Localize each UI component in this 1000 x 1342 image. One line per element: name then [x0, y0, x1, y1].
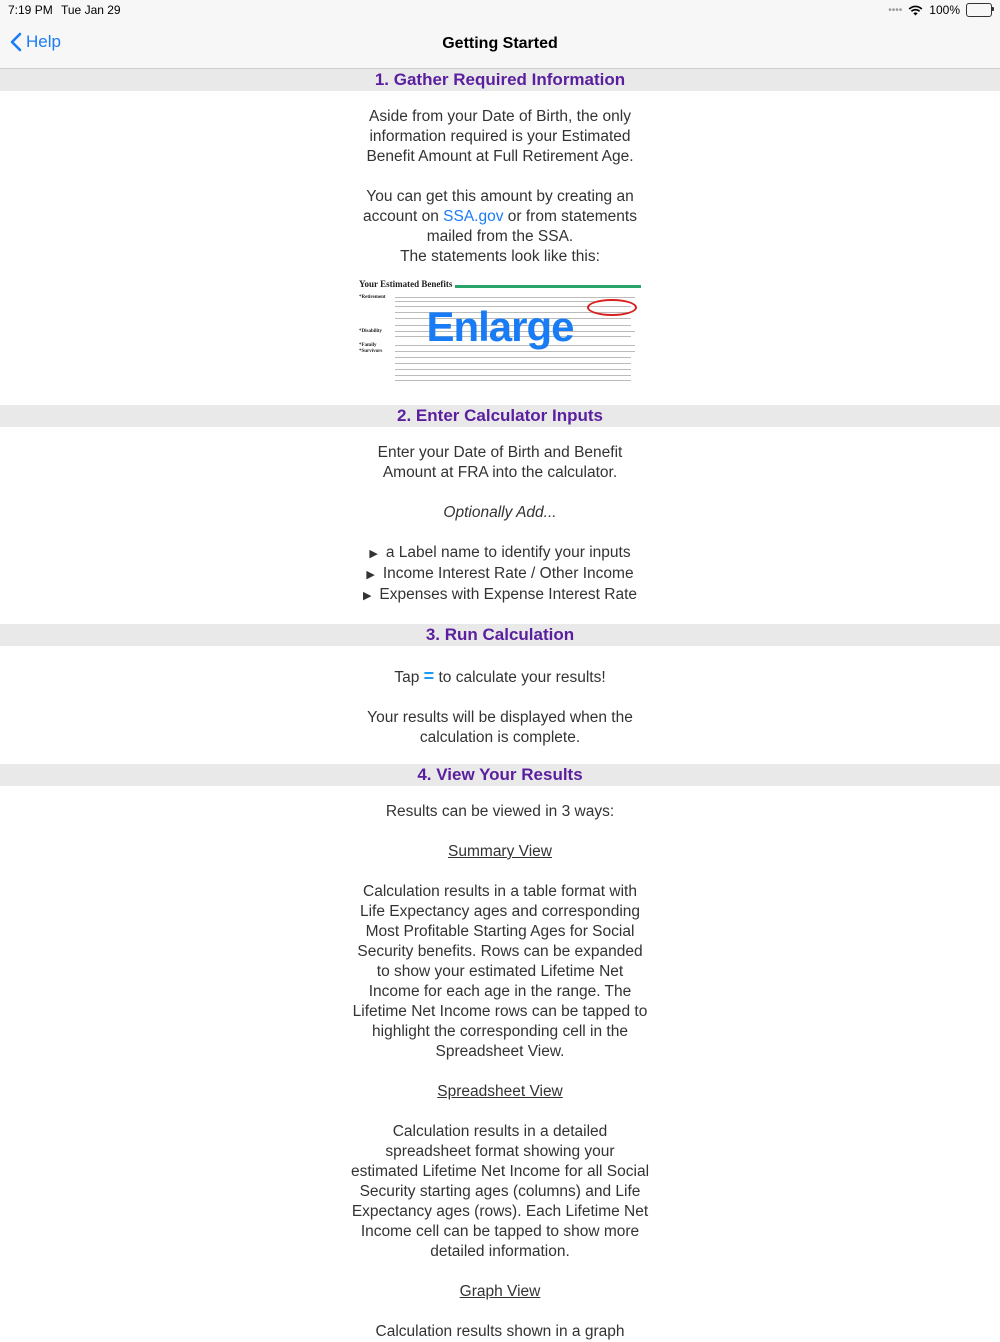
optional-inputs-list [340, 543, 660, 606]
statement-line [395, 363, 631, 364]
ssa-gov-link[interactable]: SSA.gov [443, 208, 504, 225]
graph-view-description: Calculation results shown in a graph [375, 1323, 625, 1340]
bullet-triangle-icon: ▶ [369, 548, 378, 560]
statement-image[interactable] [357, 279, 643, 385]
gather-p2-text-end: or from statements mailed from the SSA. [426, 208, 637, 245]
summary-view-description: Calculation results in a table format with Life Expectancy ages and corresponding Most Profitable Starting Ages for Social Security benefits. Rows can be expanded to show your estimated Lifetime Net Income for each age in the range. The Lifetime Net Income rows can be tapped to highlight the corresponding cell in the Spreadsheet View. [352, 883, 648, 1060]
statement-title: Your Estimated Benefits [359, 279, 453, 289]
statement-line [395, 357, 631, 358]
content-scroll[interactable] [0, 69, 1000, 1342]
battery-icon [966, 3, 992, 17]
list-item [340, 585, 660, 606]
gather-paragraph-1: Aside from your Date of Birth, the only information required is your Estimated Benefit Amount at Full Retirement Age. [366, 108, 634, 165]
list-item [340, 543, 660, 564]
gather-p2-text-start: You can get this amount by creating an account on [363, 188, 634, 225]
statement-label-survivors: *Survivors [359, 349, 383, 354]
page-title: Getting Started [442, 35, 558, 52]
optionally-add-text: Optionally Add... [443, 504, 557, 521]
list-item-label: Expenses with Expense Interest Rate [379, 586, 638, 603]
statement-line [395, 380, 631, 381]
status-bar [0, 0, 1000, 22]
tap-to-calculate-text [345, 666, 655, 688]
list-item-label: Income Interest Rate / Other Income [382, 565, 634, 582]
navigation-bar [0, 22, 1000, 69]
enlarge-button[interactable]: Enlarge [426, 303, 574, 350]
summary-view-title: Summary View [448, 843, 552, 860]
graph-view-title: Graph View [459, 1283, 541, 1300]
section-header-run: 3. Run Calculation [0, 624, 1000, 646]
cellular-dots-icon: •••• [888, 4, 903, 16]
spreadsheet-view-title: Spreadsheet View [437, 1083, 563, 1100]
statement-line [395, 301, 595, 302]
inputs-paragraph: Enter your Date of Birth and Benefit Amount at FRA into the calculator. [377, 444, 623, 481]
section-header-inputs: 2. Enter Calculator Inputs [0, 405, 1000, 427]
statement-green-rule [455, 285, 641, 288]
status-right-group [888, 3, 992, 17]
section-header-results: 4. View Your Results [0, 764, 1000, 786]
statement-line [395, 375, 631, 376]
tap-text-end: to calculate your results! [434, 669, 606, 686]
statement-line [395, 351, 635, 352]
statement-label-family: *Family [359, 343, 377, 348]
statement-line [395, 297, 635, 298]
section-header-gather: 1. Gather Required Information [0, 69, 1000, 91]
list-item [340, 564, 660, 585]
gather-p2-statement-note: The statements look like this: [400, 248, 600, 265]
bullet-triangle-icon: ▶ [362, 590, 372, 602]
spreadsheet-view-description: Calculation results in a detailed spreadsheet format showing your estimated Lifetime Net Income for all Social Security starting ages (columns) and Life Expectancy ages (rows). Each Lifetime Net Income cell can be tapped to show more detailed information. [350, 1123, 650, 1260]
statement-label-disability: *Disability [359, 329, 383, 334]
gather-paragraph-2 [345, 187, 655, 267]
tap-text-start: Tap [394, 669, 424, 686]
wifi-icon [908, 5, 923, 16]
back-button-label: Help [26, 32, 61, 51]
statement-label-retirement: *Retirement [359, 295, 386, 300]
status-date: Tue Jan 29 [61, 3, 121, 17]
bullet-triangle-icon: ▶ [366, 569, 375, 581]
results-displayed-text: Your results will be displayed when the calculation is complete. [367, 709, 633, 746]
statement-line [395, 369, 631, 370]
list-item-label: a Label name to identify your inputs [385, 544, 631, 561]
status-time: 7:19 PM [8, 3, 53, 17]
battery-percent: 100% [929, 3, 960, 17]
results-intro-text: Results can be viewed in 3 ways: [385, 803, 615, 820]
equals-icon: = [423, 666, 435, 686]
